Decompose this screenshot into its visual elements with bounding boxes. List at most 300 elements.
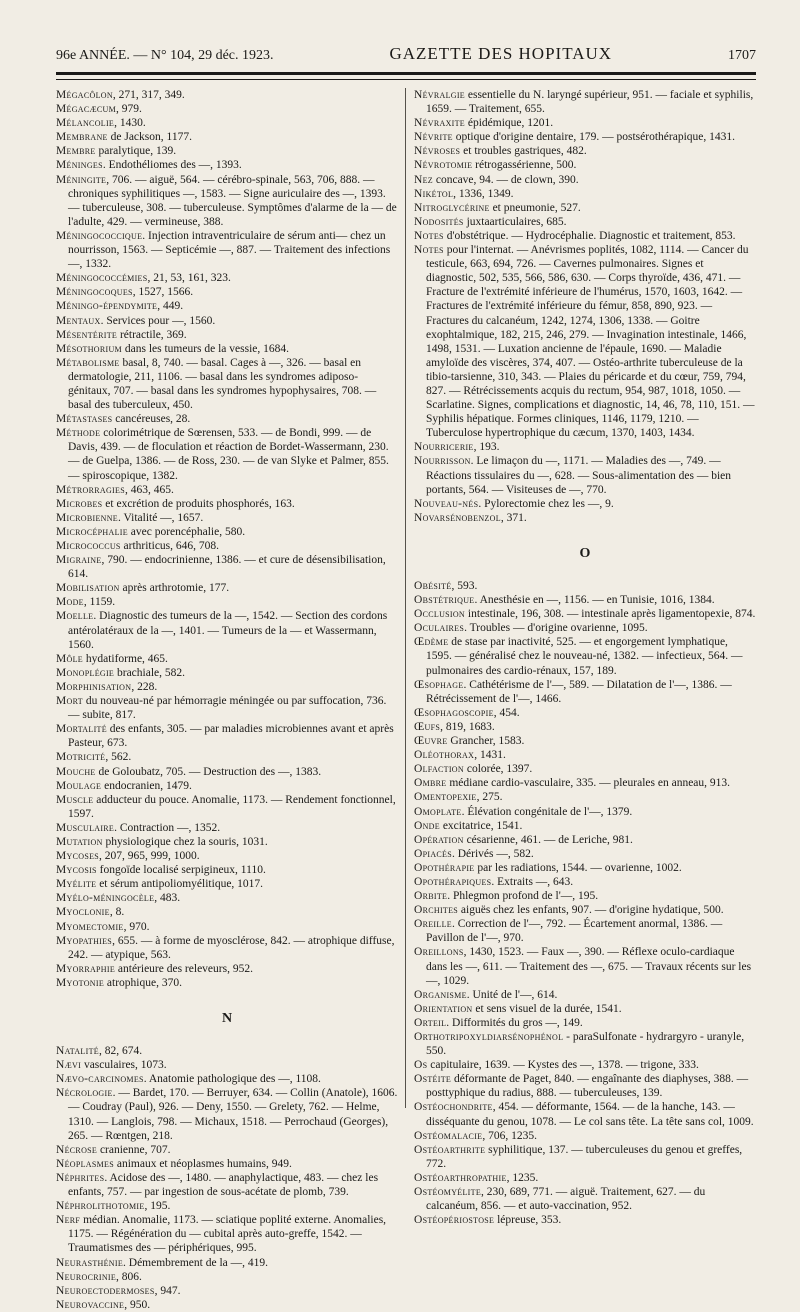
index-references: , 275.	[476, 791, 503, 804]
index-entry	[414, 621, 756, 635]
index-entry	[56, 271, 398, 285]
index-references: , 454. — déformante, 1564. — de la hanche, 143. — disséquante du genou, 1078. — Le col sans tête. La tête sans col, 1009.	[426, 1101, 754, 1128]
index-entry	[414, 762, 756, 776]
index-entry	[414, 720, 756, 734]
index-term: Mort	[56, 695, 83, 708]
index-term: Névrotomie	[414, 159, 473, 172]
index-references: . Difformités du gros —, 149.	[446, 1016, 583, 1029]
index-term: Orthotripoxyldiarsénophénol	[414, 1031, 564, 1043]
index-references: , 806.	[116, 1270, 142, 1283]
index-references: rétractile, 369.	[117, 328, 187, 341]
index-entry	[414, 1143, 756, 1171]
index-entry	[56, 1270, 398, 1284]
index-term: Nourricerie	[414, 441, 474, 454]
index-term: Neuroectodermoses	[56, 1284, 155, 1297]
index-term: Olfaction	[414, 763, 464, 776]
index-term: Méningococcique	[56, 229, 143, 242]
index-entry	[414, 1129, 756, 1143]
column-divider	[405, 88, 406, 1108]
index-entry	[56, 1284, 398, 1298]
index-term: Néphrolithotomie	[56, 1200, 145, 1213]
index-entry	[414, 635, 756, 677]
index-entry	[414, 511, 756, 525]
index-term: Néphrites	[56, 1171, 105, 1184]
index-references: déformante de Paget, 840. — engaînante des diaphyses, 388. — posttyphique du radius, 888. — tuberculeuses, 139.	[426, 1073, 749, 1100]
index-entry	[56, 863, 398, 877]
index-entry	[414, 497, 756, 511]
index-references: après arthrotomie, 177.	[119, 582, 230, 595]
header-rule-thin	[56, 79, 756, 80]
index-term: Myotonie	[56, 976, 105, 989]
index-entry	[414, 1016, 756, 1030]
index-term: Moulage	[56, 779, 102, 792]
index-references: , 8.	[109, 906, 125, 919]
index-entry	[414, 805, 756, 819]
index-references: , 1159.	[83, 596, 116, 609]
index-term: Myoclonie	[56, 906, 110, 919]
index-term: Microbienne	[56, 511, 118, 524]
index-references: . Anatomie pathologique des —, 1108.	[143, 1073, 321, 1086]
index-references: paralytique, 139.	[95, 145, 177, 158]
index-term: Névrite	[414, 131, 453, 144]
index-entry	[56, 905, 398, 919]
index-entry	[414, 1030, 756, 1058]
index-references: et excrétion de produits phosphorés, 163.	[102, 497, 295, 510]
index-references: , 1336, 1349.	[453, 187, 514, 200]
index-term: Œsophage	[414, 678, 464, 691]
index-term: Ostéomyélite	[414, 1186, 482, 1199]
index-references: épidémique, 1201.	[465, 117, 554, 130]
index-references: et sérum antipoliomyélitique, 1017.	[96, 878, 264, 891]
index-entry	[56, 1086, 398, 1142]
index-references: adducteur du pouce. Anomalie, 1173. — Rendement fonctionnel, 1597.	[68, 793, 396, 820]
index-entry	[56, 1157, 398, 1171]
index-entry	[414, 88, 756, 116]
index-entry	[56, 539, 398, 553]
index-references: d'obstétrique. — Hydrocéphalie. Diagnostic et traitement, 853.	[443, 229, 736, 242]
index-term: Oreille	[414, 918, 452, 931]
index-term: Nécrologie	[56, 1087, 113, 1100]
index-entry	[414, 243, 756, 440]
index-term: Natalité	[56, 1045, 99, 1058]
index-entry	[414, 158, 756, 172]
index-entry	[414, 847, 756, 861]
index-term: Œufs	[414, 720, 441, 733]
index-term: Méninges	[56, 159, 103, 172]
index-term: Micrococcus	[56, 540, 121, 552]
index-term: Nævo-carcinomes	[56, 1073, 144, 1086]
index-entry	[414, 201, 756, 215]
index-references: physiologique chez la souris, 1031.	[102, 835, 268, 848]
index-entry	[414, 173, 756, 187]
index-references: , 454.	[493, 706, 520, 719]
index-entry	[56, 934, 398, 962]
index-references: , 950.	[124, 1298, 151, 1311]
index-term: Neurasthénie	[56, 1256, 124, 1269]
index-entry	[56, 1072, 398, 1086]
index-entry	[56, 144, 398, 158]
index-references: . Troubles — d'origine ovarienne, 1095.	[464, 622, 648, 635]
index-references: intestinale, 196, 308. — intestinale après ligamentopexie, 874.	[465, 608, 756, 621]
index-term: Névraxite	[414, 117, 465, 130]
index-entry	[56, 609, 398, 651]
index-term: Organisme	[414, 988, 467, 1001]
index-term: Mobilisation	[56, 582, 120, 595]
index-term: Oculaires	[414, 622, 465, 635]
index-entry	[414, 776, 756, 790]
index-term: Omentopexie	[414, 791, 477, 804]
index-term: Opiacés	[414, 847, 452, 860]
index-term: Mycosis	[56, 864, 97, 877]
index-references: . Endothéliomes des —, 1393.	[102, 159, 242, 172]
index-entry	[414, 1002, 756, 1016]
section-letter: O	[579, 545, 591, 561]
index-entry	[56, 821, 398, 835]
index-entry	[56, 130, 398, 144]
index-entry	[56, 694, 398, 722]
index-term: Myorraphie	[56, 962, 116, 975]
index-references: . Phlegmon profond de l'—, 195.	[447, 890, 599, 903]
index-term: Néoplasmes	[56, 1157, 114, 1170]
index-term: Méthode	[56, 427, 101, 440]
index-references: du nouveau-né par hémorragie méningée ou par suffocation, 736. — subite, 817.	[68, 695, 387, 722]
index-entry	[414, 790, 756, 804]
index-entry	[56, 581, 398, 595]
index-term: Métrorragies	[56, 483, 125, 496]
index-entry	[56, 1256, 398, 1270]
index-references: . Extraits —, 643.	[491, 875, 574, 888]
index-entry	[56, 779, 398, 793]
index-entry	[56, 891, 398, 905]
index-term: Opération	[414, 833, 464, 846]
index-term: Orchites	[414, 904, 459, 917]
index-entry	[56, 1143, 398, 1157]
index-references: , 706, 1235.	[482, 1129, 537, 1142]
index-references: . Correction de l'—, 792. — Écartement anormal, 1386. — Pavillon de l'—, 970.	[426, 918, 723, 945]
index-term: Ostéoarthrite	[414, 1143, 486, 1156]
index-references: , 979.	[116, 103, 142, 116]
index-entry	[56, 680, 398, 694]
index-term: Nouveau-nés	[414, 497, 479, 510]
index-entry	[56, 314, 398, 328]
index-term: Myopathies	[56, 934, 113, 947]
index-entry	[56, 1199, 398, 1213]
index-references: , 819, 1683.	[440, 720, 495, 733]
index-term: Onde	[414, 819, 440, 832]
index-term: Membrane	[56, 131, 108, 144]
index-references: , 449.	[157, 300, 184, 313]
index-term: Oreillons	[414, 946, 464, 959]
index-term: Méningocoques	[56, 286, 133, 299]
index-term: Ostéomalacie	[414, 1129, 483, 1142]
index-entry	[56, 342, 398, 356]
index-term: Mégacôlon	[56, 89, 113, 101]
index-term: Ostéopériostose	[414, 1214, 495, 1227]
index-references: . Injection intraventriculaire de sérum anti— chez un nourrisson, 1563. — Septicémie —, 887. — Traitement des infections —, 1332.	[68, 229, 391, 271]
index-references: . Unité de l'—, 614.	[466, 988, 558, 1001]
index-entry	[414, 903, 756, 917]
index-entry	[56, 849, 398, 863]
index-entry	[56, 652, 398, 666]
index-references: , 21, 53, 161, 323.	[147, 272, 231, 285]
index-references: , 230, 689, 771. — aiguë. Traitement, 627. — du calcanéum, 856. — et auto-vaccination, 952.	[426, 1186, 706, 1213]
left-column	[56, 88, 398, 1312]
index-references: brachiale, 582.	[114, 666, 185, 679]
index-entry	[56, 962, 398, 976]
index-term: Œdème	[414, 636, 449, 649]
index-entry	[414, 706, 756, 720]
index-term: Monoplégie	[56, 666, 115, 679]
index-term: Neurocrinie	[56, 1270, 117, 1283]
index-references: capitulaire, 1639. — Kystes des —, 1378. — trigone, 333.	[427, 1059, 699, 1072]
index-term: Mentaux	[56, 314, 101, 327]
index-term: Os	[414, 1059, 428, 1072]
index-term: Morphinisation	[56, 680, 132, 693]
index-term: Opothérapiques	[414, 875, 492, 888]
index-term: Nerf	[56, 1214, 81, 1227]
index-term: Ombre	[414, 777, 447, 790]
index-entry	[56, 497, 398, 511]
index-entry	[414, 454, 756, 496]
index-references: , 271, 317, 349.	[112, 89, 185, 101]
index-references: . Contraction —, 1352.	[114, 821, 221, 834]
index-references: Grancher, 1583.	[447, 735, 525, 748]
index-term: Oléothorax	[414, 749, 475, 762]
index-references: rétrogassérienne, 500.	[472, 159, 577, 172]
index-entry	[56, 102, 398, 116]
index-references: par les radiations, 1544. — ovarienne, 1002.	[474, 861, 682, 874]
index-entry	[56, 412, 398, 426]
index-term: Névralgie	[414, 89, 465, 101]
index-references: arthriticus, 646, 708.	[120, 540, 220, 552]
index-term: Notes	[414, 229, 444, 242]
index-entry	[56, 328, 398, 342]
index-references: lépreuse, 353.	[494, 1214, 562, 1227]
index-term: Ostéite	[414, 1073, 452, 1086]
index-entry	[56, 835, 398, 849]
index-entry	[56, 299, 398, 313]
index-entry	[414, 1100, 756, 1128]
index-entry	[414, 130, 756, 144]
index-entry	[56, 88, 398, 102]
index-entry	[56, 511, 398, 525]
index-references: , 1527, 1566.	[132, 286, 194, 299]
index-entry	[414, 116, 756, 130]
index-references: concave, 94. — de clown, 390.	[432, 173, 579, 186]
index-references: hydatiforme, 465.	[82, 652, 168, 665]
index-entry	[56, 158, 398, 172]
index-term: Nævi	[56, 1059, 82, 1072]
index-entry	[414, 1058, 756, 1072]
index-references: . Anesthésie en —, 1156. — en Tunisie, 1016, 1384.	[474, 594, 715, 607]
index-term: Neurovaccine	[56, 1298, 125, 1311]
index-entry	[414, 215, 756, 229]
index-term: Mode	[56, 596, 84, 609]
index-term: Môle	[56, 652, 83, 665]
index-term: Nitroglycérine	[414, 201, 490, 214]
index-references: excitatrice, 1541.	[439, 819, 523, 832]
index-term: Métabolisme	[56, 356, 120, 369]
index-references: médian. Anomalie, 1173. — sciatique poplité externe. Anomalies, 1175. — Régénération du — cubital après auto-greffe, 1542. — Traumatismes des — périphériques, 995.	[68, 1214, 387, 1255]
index-term: Ostéochondrite	[414, 1101, 493, 1114]
index-references: , 790. — endocrinienne, 1386. — et cure de désensibilisation, 614.	[68, 554, 386, 581]
index-term: Névroses	[414, 145, 461, 158]
index-term: Omoplate	[414, 805, 462, 818]
index-term: Mutation	[56, 835, 103, 848]
index-references: juxtaarticulaires, 685.	[463, 215, 567, 228]
index-entry	[56, 426, 398, 482]
index-entry	[56, 356, 398, 412]
index-term: Nez	[414, 173, 433, 186]
index-references: cranienne, 707.	[97, 1143, 171, 1156]
index-entry	[414, 988, 756, 1002]
index-references: , 193.	[473, 441, 500, 454]
index-entry	[56, 525, 398, 539]
index-references: . Services pour —, 1560.	[100, 314, 216, 327]
index-entry	[414, 889, 756, 903]
index-entry	[56, 1213, 398, 1255]
index-references: , 228.	[131, 680, 158, 693]
index-entry	[56, 793, 398, 821]
index-entry	[414, 1072, 756, 1100]
index-term: Mouche	[56, 765, 96, 778]
index-references: , 1430.	[114, 117, 146, 130]
index-term: Moelle	[56, 610, 94, 623]
index-term: Nécrose	[56, 1143, 98, 1156]
index-term: Muscle	[56, 793, 94, 806]
index-entry	[414, 819, 756, 833]
index-entry	[56, 285, 398, 299]
index-references: de Jackson, 1177.	[107, 131, 192, 144]
index-references: aiguës chez les enfants, 907. — d'origine hydatique, 500.	[458, 904, 724, 917]
index-references: , 483.	[154, 892, 181, 905]
index-references: de stase par inactivité, 525. — et engorgement lymphatique, 1595. — généralisé chez le nouveau-né, 1382. — infectieux, 564. — pulmonaires des cardio-rénaux, 157, 189.	[426, 636, 743, 677]
index-references: . — Bardet, 170. — Berruyer, 634. — Collin (Anatole), 1606. — Coudray (Paul), 926. — Deny, 1550. — Grelety, 762. — Helme, 1310. — Langlois, 798. — Michaux, 1518. — Perrochaud (Georges), 265. — Rœntgen, 218.	[68, 1087, 398, 1142]
index-references: , 463, 465.	[124, 483, 174, 496]
index-references: , 207, 965, 999, 1000.	[99, 850, 200, 863]
index-term: Nourrisson	[414, 455, 471, 468]
index-entry	[56, 173, 398, 229]
index-references: . Démembrement de la —, 419.	[123, 1256, 269, 1269]
index-references: avec porencéphalie, 580.	[127, 525, 246, 538]
index-term: Œsophagoscopie	[414, 706, 494, 719]
index-entry	[414, 833, 756, 847]
index-references: , 562.	[105, 751, 132, 764]
index-references: et pneumonie, 527.	[489, 201, 581, 214]
index-entry	[414, 607, 756, 621]
index-references: , 82, 674.	[98, 1045, 143, 1058]
index-references: et troubles gastriques, 482.	[460, 145, 587, 158]
index-references: . Le limaçon du —, 1171. — Maladies des —, 749. — Réactions tissulaires du —, 628. — Sous-alimentation des — bien portants, 564. — Visiteuses de —, 770.	[426, 455, 732, 496]
index-entry	[56, 116, 398, 130]
index-references: , 706. — aiguë, 564. — cérébro-spinale, 563, 706, 888. — chroniques syphilitiques —, 1583. — Signe auriculaire des —, 1393. — tuberculeuse, 308. — tuberculeuse. Symptômes d'alarme de la — de l'adulte, 429. — vermineuse, 388.	[68, 173, 397, 228]
index-term: Myomectomie	[56, 920, 124, 933]
index-entry	[56, 877, 398, 891]
index-term: Mélancolie	[56, 117, 115, 130]
index-references: des enfants, 305. — par maladies microbiennes avant et après Pasteur, 673.	[68, 723, 394, 750]
index-references: et sens visuel de la durée, 1541.	[472, 1002, 622, 1015]
index-term: Œuvre	[414, 735, 448, 748]
index-entry	[414, 917, 756, 945]
index-entry	[56, 920, 398, 934]
index-entry	[414, 734, 756, 748]
index-references: . Pylorectomie chez les —, 9.	[478, 497, 614, 510]
index-references: . Diagnostic des tumeurs de la —, 1542. — Section des cordons antérolatéraux de la —, 1401. — Tumeurs de la — et Wassermann, 1560.	[68, 610, 388, 651]
section-letter: N	[221, 1011, 233, 1026]
index-term: Mortalité	[56, 723, 107, 736]
index-term: Métastases	[56, 413, 113, 426]
index-references: , 1235.	[506, 1171, 539, 1184]
index-term: Orientation	[414, 1002, 473, 1015]
page-number: 1707	[727, 48, 756, 63]
index-references: antérieure des releveurs, 952.	[115, 962, 253, 975]
index-term: Mégacæcum	[56, 103, 117, 116]
index-entry	[414, 593, 756, 607]
index-term: Migraine	[56, 554, 102, 567]
index-term: Occlusion	[414, 608, 466, 621]
index-references: , 593.	[451, 580, 478, 592]
index-term: Musculaire	[56, 821, 115, 834]
index-entry	[414, 144, 756, 158]
index-term: Nodosités	[414, 215, 464, 228]
index-references: fongoïde localisé serpigineux, 1110.	[96, 864, 266, 877]
index-references: médiane cardio-vasculaire, 335. — pleurales en anneau, 913.	[446, 777, 731, 790]
index-references: pour l'internat. — Anévrismes poplités, 1082, 1114. — Cancer du testicule, 663, 694, 726. — Cavernes pulmonaires. Signes et diagnostic, 502, 535, 566, 586, 630. — Corps thyroïde, 436, 471. — Fracture de l'extrémité inférieure de l'humérus, 1570, 1603, 1642. — Fractures de l'extrémité inférieure du fémur, 858, 890, 923. — Fractures du calcanéum, 1242, 1274, 1306, 1338. — Goitre exophtalmique, 182, 215, 246, 279. — Invagination intestinale, 1466, 1498, 1531. — Luxation ancienne de l'épaule, 1690. — Maladie amyloïde des viscères, 374, 407. — Ostéo-arthrite tuberculeuse de la tibio-tarsienne, 310, 343. — Plaies du péricarde et du cœur, 759, 794, 827. — Rétrécissements acquis du rectum, 954, 987, 1018, 1050. — Scarlatine. Signes, complications et diagnostic, 14, 46, 78, 110, 151. — Syphilis hépatique. Formes cliniques, 1146, 1179, 1210. — Tuberculose hypertrophique du cæcum, 1370, 1403, 1434.	[426, 244, 755, 440]
index-term: Orbite	[414, 890, 448, 903]
index-term: Mésothorium	[56, 342, 122, 355]
index-references: vasculaires, 1073.	[81, 1059, 167, 1072]
index-term: Microcéphalie	[56, 525, 128, 538]
index-term: Novarsénobenzol	[414, 511, 501, 524]
index-entry	[414, 678, 756, 706]
right-column	[414, 88, 756, 1227]
header-rule-thick	[56, 72, 756, 75]
index-references: , 970.	[123, 920, 150, 933]
index-references: césarienne, 461. — de Leriche, 981.	[463, 833, 633, 846]
index-entry	[414, 748, 756, 762]
index-entry	[414, 1185, 756, 1213]
index-references: . Élévation congénitale de l'—, 1379.	[461, 805, 633, 818]
index-references: essentielle du N. laryngé supérieur, 951. — faciale et syphilis, 1659. — Traitement, 655.	[426, 89, 754, 116]
index-term: Myélite	[56, 878, 97, 891]
index-entry	[56, 1044, 398, 1058]
index-references: , 1430, 1523. — Faux —, 390. — Réflexe oculo-cardiaque dans les —, 611. — Traitement des —, 675. — Travaux récents sur les —, 1029.	[426, 946, 752, 987]
index-entry	[56, 976, 398, 990]
index-entry	[56, 1171, 398, 1199]
index-references: , 195.	[144, 1200, 171, 1213]
index-term: Mésentérite	[56, 328, 118, 341]
index-term: Ostéoarthropathie	[414, 1171, 507, 1184]
index-entry	[414, 579, 756, 593]
index-term: Membre	[56, 145, 96, 158]
index-references: . Acidose des —, 1480. — anaphylactique, 483. — chez les enfants, 757. — par ingestion de sous-acétate de plomb, 739.	[68, 1171, 379, 1199]
index-term: Obésité	[414, 580, 452, 592]
index-entry	[56, 1058, 398, 1072]
index-entry	[56, 483, 398, 497]
index-entry	[414, 861, 756, 875]
index-references: - paraSulfonate - hydrargyro - uranyle, 550.	[426, 1031, 745, 1058]
index-term: Opothérapie	[414, 861, 475, 874]
index-term: Notes	[414, 244, 444, 257]
index-term: Méningo-épendymite	[56, 300, 158, 313]
index-entry	[414, 440, 756, 454]
index-entry	[414, 229, 756, 243]
index-references: . Cathétérisme de l'—, 589. — Dilatation de l'—, 1386. — Rétrécissement de l'—, 1466.	[426, 678, 732, 705]
journal-title: GAZETTE DES HOPITAUX	[389, 44, 613, 63]
index-references: , 1431.	[474, 749, 506, 762]
index-references: . Dérivés —, 582.	[451, 847, 534, 860]
index-entry	[56, 595, 398, 609]
